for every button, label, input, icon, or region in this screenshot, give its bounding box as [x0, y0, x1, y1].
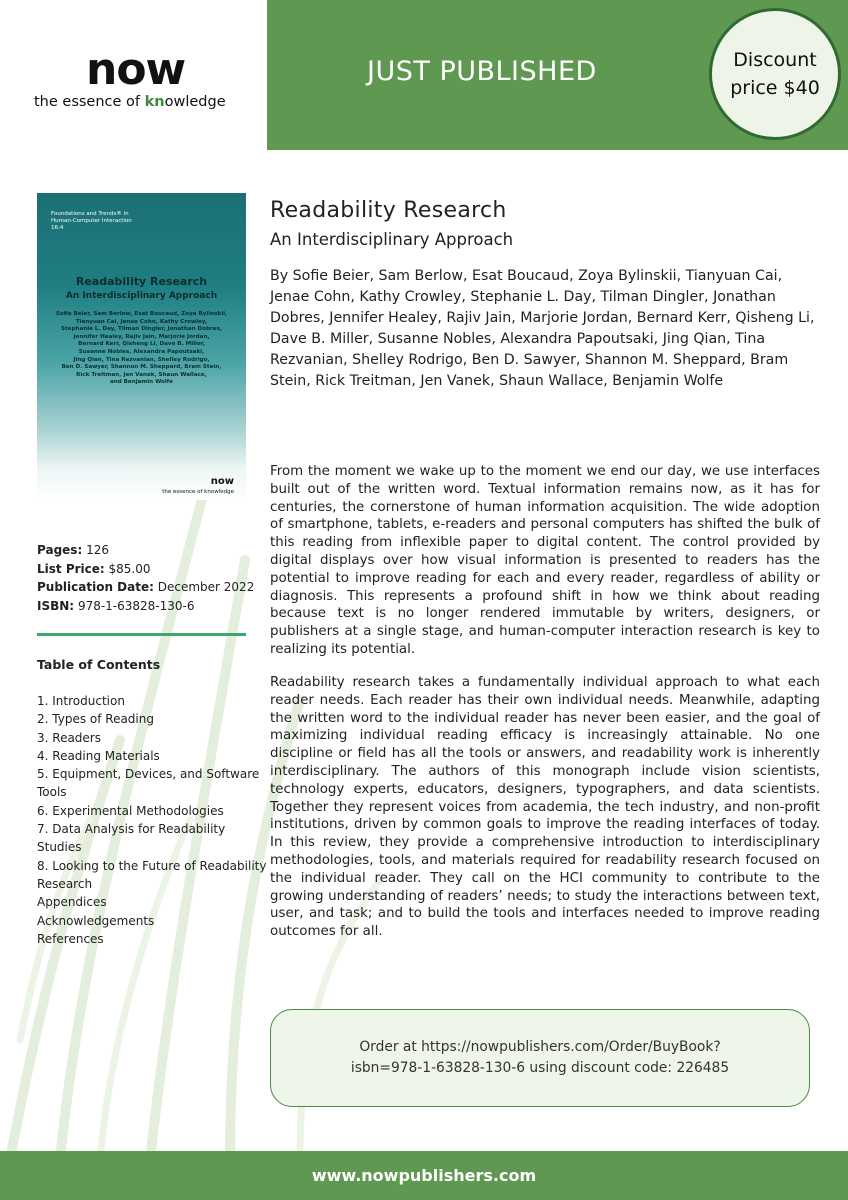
logo-tag-end: owledge	[164, 94, 226, 110]
table-of-contents	[37, 692, 272, 948]
cover-authors	[49, 311, 234, 387]
meta-pages-label: Pages:	[37, 543, 83, 557]
divider	[37, 633, 246, 636]
footer-bar	[0, 1151, 848, 1200]
book-title: Readability Research	[270, 198, 507, 223]
toc-item: 5. Equipment, Devices, and Software Tools	[37, 767, 260, 800]
cover-series-line: Foundations and Trends® in	[51, 211, 129, 217]
meta-date-label: Publication Date:	[37, 580, 154, 594]
cover-subtitle: An Interdisciplinary Approach	[65, 291, 218, 301]
order-line2: isbn=978-1-63828-130-6 using discount code: 226485	[350, 1060, 730, 1076]
cover-author-line: Rick Treitman, Jen Vanek, Shaun Wallace,	[76, 371, 207, 378]
cover-author-line: Tianyuan Cai, Jenae Cohn, Kathy Crowley,	[75, 318, 208, 325]
meta-pages-value: 126	[86, 543, 109, 557]
toc-item: Acknowledgements	[37, 913, 155, 928]
cover-author-line: Jing Qian, Tina Rezvanian, Shelley Rodrigo,	[73, 356, 210, 363]
footer-url-link[interactable]: www.nowpublishers.com	[311, 1166, 537, 1185]
toc-item: 2. Types of Reading	[37, 712, 154, 727]
discount-line2: price $40	[730, 77, 820, 99]
cover-author-line: Bernard Kerr, Qisheng Li, Dave B. Miller,	[78, 341, 205, 348]
meta-price-label: List Price:	[37, 561, 105, 576]
cover-author-line: Jennifer Healey, Rajiv Jain, Marjorie Jordan,	[73, 333, 210, 340]
order-box	[270, 1009, 810, 1107]
cover-author-line: Ben D. Sawyer, Shannon M. Sheppard, Bram Stein,	[61, 364, 222, 371]
book-subtitle: An Interdisciplinary Approach	[270, 230, 514, 249]
toc-title: Table of Contents	[37, 657, 161, 672]
header-banner	[267, 0, 848, 150]
banner-title: JUST PUBLISHED	[367, 56, 597, 87]
toc-item: References	[37, 931, 104, 946]
logo-tag-start: the essence of	[34, 94, 145, 110]
book-cover	[37, 193, 246, 500]
logo-wordmark: now	[86, 44, 186, 95]
toc-item: 4. Reading Materials	[37, 748, 160, 763]
cover-author-line: Stephanie L. Day, Tilman Dingler, Jonathan Dobres,	[60, 326, 223, 333]
toc-item: 6. Experimental Methodologies	[37, 803, 224, 818]
book-description	[270, 198, 820, 391]
book-meta	[37, 541, 254, 615]
meta-date	[37, 578, 254, 597]
toc-item: 3. Readers	[37, 730, 101, 745]
publisher-logo	[34, 44, 234, 110]
discount-badge	[709, 8, 841, 140]
cover-author-line: Sofie Beier, Sam Berlow, Esat Boucaud, Zoya Bylinskii,	[55, 311, 228, 317]
meta-date-value: December 2022	[157, 580, 255, 594]
abstract-paragraph-2: Readability research takes a fundamentally individual approach to what each reader needs. Each reader has their own individual needs. Meanwhile, adapting the written word to the individual reader has never been easier, and the goal of maximizing individual reading efficacy is increasingly attainable. No one discipline or field has all the tools or answers, and readability work is inherently interdisciplinary. The authors of this monograph include vision scientists, technology experts, educators, designers, typographers, and data scientists. Together they represent voices from academia, the tech industry, and non-profit institutions, driven by common goals to improve the reading interfaces of today. In this review, they provide a comprehensive introduction to interdisciplinary methodologies, tools, and materials required for readability research focused on the individual reader. They call on the HCI community to contribute to the growing understanding of readers’ needs; to study the interactions between text, user, and task; and to build the tools and interfaces needed to improve reading outcomes for all.	[270, 675, 820, 940]
order-line1[interactable]: Order at https://nowpublishers.com/Order/BuyBook?	[359, 1039, 721, 1055]
abstract-paragraph-1: From the moment we wake up to the moment we end our day, we use interfaces built out of the written word. Textual information remains now, as it has for centuries, the cornerstone of human information acquisition. The wide adoption of smartphone, tablets, e-readers and personal computers has shifted the bulk of this reading from inflexible paper to digital content. The control provided by digital displays over how visual information is presented to readers has the potential to improve reading for each and every reader, regardless of ability or diagnosis. This represents a profound shift in how we think about reading because text is no longer rendered immutable by writers, designers, or publishers at a single stage, and human-computer interaction research is key to realizing its potential.	[270, 464, 820, 657]
cover-title: Readability Research	[75, 275, 208, 288]
book-authors: By Sofie Beier, Sam Berlow, Esat Boucaud, Zoya Bylinskii, Tianyuan Cai, Jenae Cohn, Kathy Crowley, Stephanie L. Day, Tilman Dingler, Jonathan Dobres, Jennifer Healey, Rajiv Jain, Marjorie Jordan, Bernard Kerr, Qisheng Li, Dave B. Miller, Susanne Nobles, Alexandra Papoutsaki, Jing Qian, Tina Rezvanian, Shelley Rodrigo, Ben D. Sawyer, Shannon M. Sheppard, Bram Stein, Rick Treitman, Jen Vanek, Shaun Wallace, Benjamin Wolfe	[270, 268, 815, 389]
toc-item: 1. Introduction	[37, 694, 125, 708]
cover-logo-tagline: the essence of knowledge	[162, 489, 234, 495]
cover-author-line: Susanne Nobles, Alexandra Papoutsaki,	[78, 348, 205, 355]
logo-tagline	[34, 94, 234, 110]
discount-line1: Discount	[733, 49, 817, 71]
cover-logo: now	[210, 476, 234, 487]
meta-price-value: $85.00	[108, 561, 151, 576]
meta-pages	[37, 541, 254, 560]
toc-item: 7. Data Analysis for Readability Studies	[37, 822, 226, 855]
meta-price	[37, 560, 254, 579]
meta-isbn	[37, 597, 254, 616]
cover-author-line: and Benjamin Wolfe	[109, 379, 174, 386]
logo-tag-kn: kn	[144, 94, 165, 110]
meta-isbn-value: 978-1-63828-130-6	[77, 598, 195, 613]
meta-isbn-label: ISBN:	[37, 598, 75, 613]
toc-item: Appendices	[37, 895, 107, 910]
cover-series-line: 16:4	[51, 225, 64, 231]
cover-series	[51, 211, 132, 232]
toc-item: 8. Looking to the Future of Readability Research	[37, 858, 267, 891]
cover-series-line: Human-Computer Interaction	[51, 218, 132, 224]
